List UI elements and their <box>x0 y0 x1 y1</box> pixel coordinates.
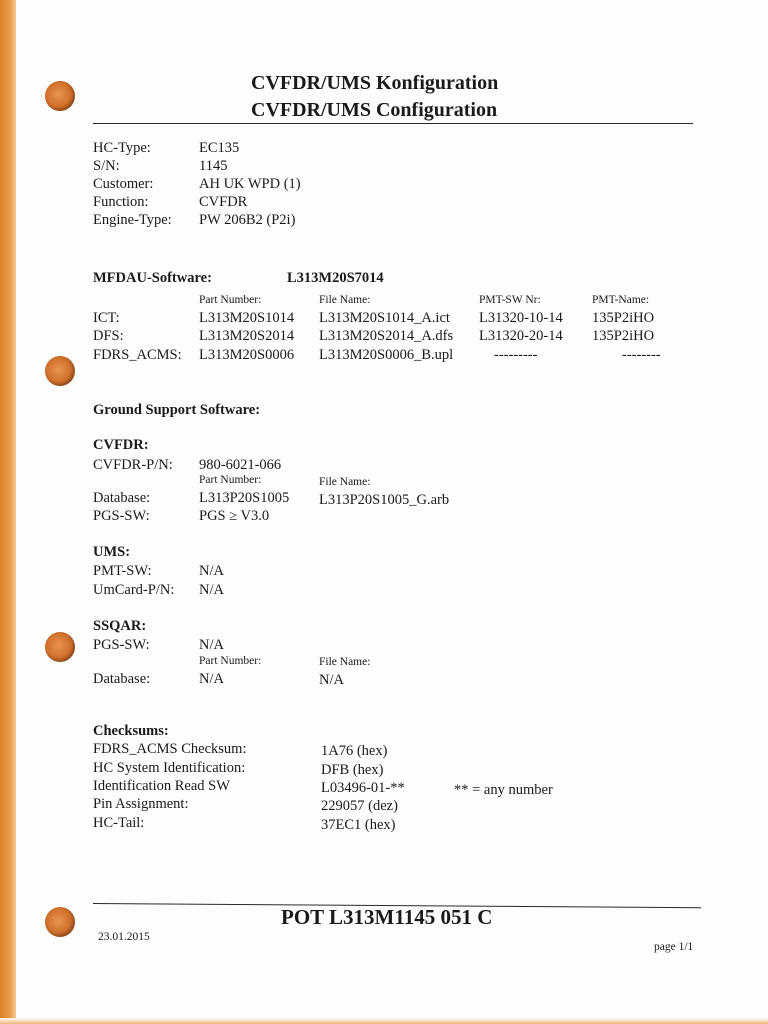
punch-hole <box>45 81 75 111</box>
mfdau-col-file: File Name: <box>319 294 371 306</box>
ssqar-heading: SSQAR: <box>93 618 147 634</box>
checksum-note: ** = any number <box>454 782 553 798</box>
document-id: POT L313M1145 051 C <box>281 905 493 929</box>
paper-edge <box>0 0 16 1024</box>
cvfdr-file-name-label: File Name: <box>319 476 371 488</box>
engine-type-value: PW 206B2 (P2i) <box>199 212 296 228</box>
table-cell-pmt-sw: --------- <box>494 347 538 363</box>
function-value: CVFDR <box>199 194 248 210</box>
hc-type-label: HC-Type: <box>93 140 151 156</box>
cvfdr-pn-value: 980-6021-066 <box>199 457 282 473</box>
table-cell-pmt-name: 135P2iHO <box>592 310 655 326</box>
table-cell-pmt-sw: L31320-20-14 <box>479 328 563 344</box>
table-cell-part: L313M20S2014 <box>199 328 295 344</box>
table-cell-part: L313M20S0006 <box>199 347 295 363</box>
checksum-value: 1A76 (hex) <box>321 743 388 759</box>
mfdau-col-pmt-sw: PMT-SW Nr: <box>479 294 541 306</box>
ssqar-part-number-label: Part Number: <box>199 655 262 667</box>
table-cell-file: L313M20S0006_B.upl <box>319 347 454 363</box>
ssqar-database-part: N/A <box>199 671 224 687</box>
ums-pmt-value: N/A <box>199 563 224 579</box>
engine-type-label: Engine-Type: <box>93 212 172 228</box>
ums-pmt-label: PMT-SW: <box>93 563 152 579</box>
ssqar-database-label: Database: <box>93 671 151 687</box>
cvfdr-pgs-value: PGS ≥ V3.0 <box>199 508 270 524</box>
checksum-value: DFB (hex) <box>321 762 384 778</box>
title-german: CVFDR/UMS Konfiguration <box>251 72 499 94</box>
checksum-label: Identification Read SW <box>93 778 230 794</box>
mfdau-col-pmt-name: PMT-Name: <box>592 294 650 306</box>
table-row-name: DFS: <box>93 328 124 344</box>
ums-umcard-label: UmCard-P/N: <box>93 582 175 598</box>
paper-bottom-edge <box>0 1018 768 1024</box>
ground-support-heading: Ground Support Software: <box>93 402 261 418</box>
checksum-label: FDRS_ACMS Checksum: <box>93 741 247 757</box>
title-rule <box>93 123 693 124</box>
table-cell-pmt-sw: L31320-10-14 <box>479 310 563 326</box>
table-cell-part: L313M20S1014 <box>199 310 295 326</box>
cvfdr-part-number-label: Part Number: <box>199 474 262 486</box>
checksum-label: HC-Tail: <box>93 815 145 831</box>
ssqar-pgs-value: N/A <box>199 637 224 653</box>
ums-umcard-value: N/A <box>199 582 224 598</box>
table-cell-pmt-name: 135P2iHO <box>592 328 655 344</box>
checksum-label: Pin Assignment: <box>93 796 189 812</box>
punch-hole <box>45 632 75 662</box>
customer-value: AH UK WPD (1) <box>199 176 301 192</box>
cvfdr-heading: CVFDR: <box>93 437 149 453</box>
ssqar-pgs-label: PGS-SW: <box>93 637 150 653</box>
table-cell-file: L313M20S1014_A.ict <box>319 310 450 326</box>
checksum-label: HC System Identification: <box>93 760 246 776</box>
mfdau-col-part: Part Number: <box>199 294 262 306</box>
punch-hole <box>45 907 75 937</box>
mfdau-version: L313M20S7014 <box>287 270 384 286</box>
page-number: page 1/1 <box>654 941 694 953</box>
sn-label: S/N: <box>93 158 120 174</box>
cvfdr-database-label: Database: <box>93 490 151 506</box>
sn-value: 1145 <box>199 158 228 174</box>
ssqar-database-file: N/A <box>319 672 344 688</box>
customer-label: Customer: <box>93 176 154 192</box>
cvfdr-pn-label: CVFDR-P/N: <box>93 457 173 473</box>
cvfdr-database-part: L313P20S1005 <box>199 490 290 506</box>
mfdau-heading: MFDAU-Software: <box>93 270 212 286</box>
table-row-name: ICT: <box>93 310 120 326</box>
table-cell-pmt-name: -------- <box>622 347 661 363</box>
checksums-heading: Checksums: <box>93 723 169 739</box>
ssqar-file-name-label: File Name: <box>319 656 371 668</box>
checksum-value: L03496-01-** <box>321 780 405 796</box>
punch-hole <box>45 356 75 386</box>
document-date: 23.01.2015 <box>98 931 150 943</box>
table-cell-file: L313M20S2014_A.dfs <box>319 328 454 344</box>
function-label: Function: <box>93 194 149 210</box>
checksum-value: 229057 (dez) <box>321 798 398 814</box>
checksum-value: 37EC1 (hex) <box>321 817 396 833</box>
title-english: CVFDR/UMS Configuration <box>251 99 498 121</box>
cvfdr-pgs-label: PGS-SW: <box>93 508 150 524</box>
hc-type-value: EC135 <box>199 140 240 156</box>
cvfdr-database-file: L313P20S1005_G.arb <box>319 492 450 508</box>
table-row-name: FDRS_ACMS: <box>93 347 182 363</box>
ums-heading: UMS: <box>93 544 131 560</box>
